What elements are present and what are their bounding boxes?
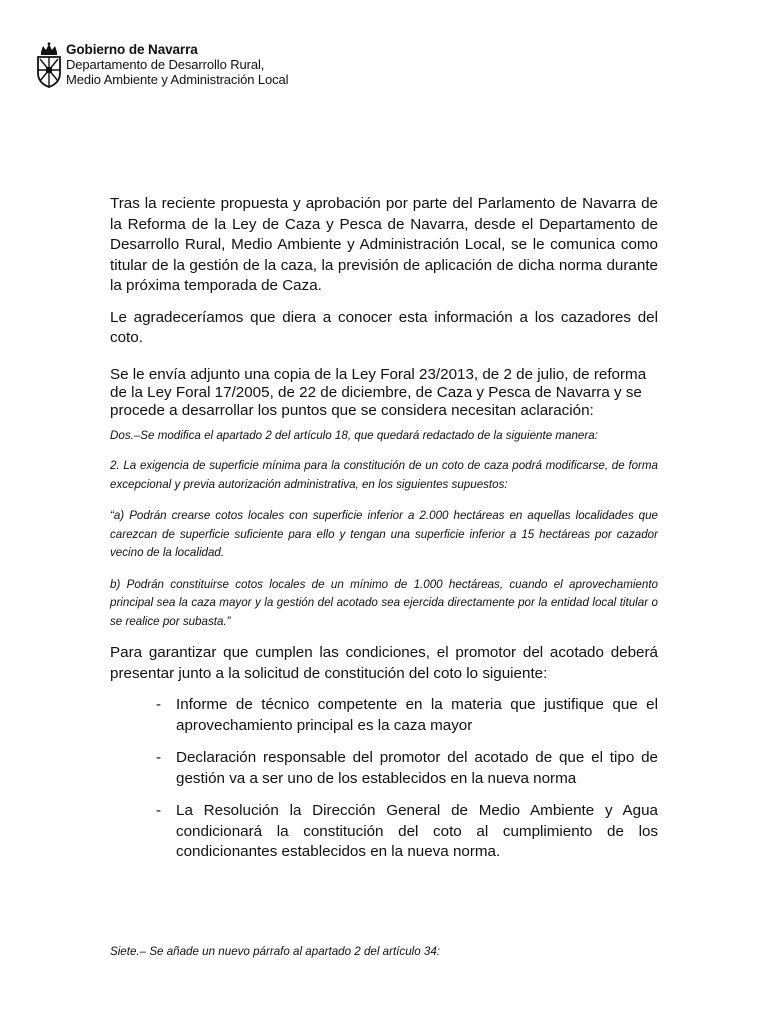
requirements-list <box>110 695 658 863</box>
paragraph-request: Le agradeceríamos que diera a conocer esta información a los cazadores del coto. <box>110 308 658 346</box>
legal-clause-a: “a) Podrán crearse cotos locales con superficie inferior a 2.000 hectáreas en aquellas localidades que carezcan de superficie suficiente para ello y tengan una superficie inferior a 15 hectáreas por cazador vecino de la localidad. <box>110 509 658 559</box>
letter-body <box>110 194 658 961</box>
org-name: Gobierno de Navarra <box>66 42 198 57</box>
legal-clause-b: b) Podrán constituirse cotos locales de un mínimo de 1.000 hectáreas, cuando el aprovechamiento principal sea la caza mayor y la gestión del acotado sea ejercida directamente por la entidad local titular o se realice por subasta.” <box>110 577 658 628</box>
navarra-crest-icon <box>36 42 62 88</box>
list-dash: - <box>156 749 162 766</box>
department-line-2: Medio Ambiente y Administración Local <box>66 72 289 87</box>
list-dash: - <box>156 802 162 819</box>
list-item-text: La Resolución la Dirección General de Medio Ambiente y Agua condicionará la constitución del coto al cumplimiento de los condicionantes establecidos en la nueva norma. <box>176 802 658 860</box>
legal-article-dos: Dos.–Se modifica el apartado 2 del artículo 18, que quedará redactado de la siguiente manera: <box>110 428 598 442</box>
department-line-1: Departamento de Desarrollo Rural, <box>66 57 265 72</box>
paragraph-intro: Tras la reciente propuesta y aprobación por parte del Parlamento de Navarra de la Reforma de la Ley de Caza y Pesca de Navarra, desde el Departamento de Desarrollo Rural, Medio Ambiente y Administración Local, se le comunica como titular de la gestión de la caza, la previsión de aplicación de dicha norma durante la próxima temporada de Caza. <box>110 195 658 294</box>
list-item <box>110 801 658 863</box>
list-item-text: Declaración responsable del promotor del acotado de que el tipo de gestión va a ser uno de los establecidos en la nueva norma <box>176 749 658 787</box>
legal-article-siete: Siete.– Se añade un nuevo párrafo al apartado 2 del artículo 34: <box>110 944 441 958</box>
list-item <box>110 695 658 736</box>
letterhead <box>36 42 288 88</box>
paragraph-conditions: Para garantizar que cumplen las condiciones, el promotor del acotado deberá presentar junto a la solicitud de constitución del coto lo siguiente: <box>110 644 658 682</box>
list-item-text: Informe de técnico competente en la materia que justifique que el aprovechamiento principal es la caza mayor <box>176 696 658 734</box>
legal-clause-2: 2. La exigencia de superficie mínima para la constitución de un coto de caza podrá modificarse, de forma excepcional y previa autorización administrativa, en los siguientes supuestos: <box>110 459 658 491</box>
list-dash: - <box>156 696 162 713</box>
list-item <box>110 748 658 789</box>
paragraph-attachment: Se le envía adjunto una copia de la Ley Foral 23/2013, de 2 de julio, de reforma de la Ley Foral 17/2005, de 22 de diciembre, de Caza y Pesca de Navarra y se procede a desarrollar los puntos que se considera necesitan aclaración: <box>110 365 647 419</box>
